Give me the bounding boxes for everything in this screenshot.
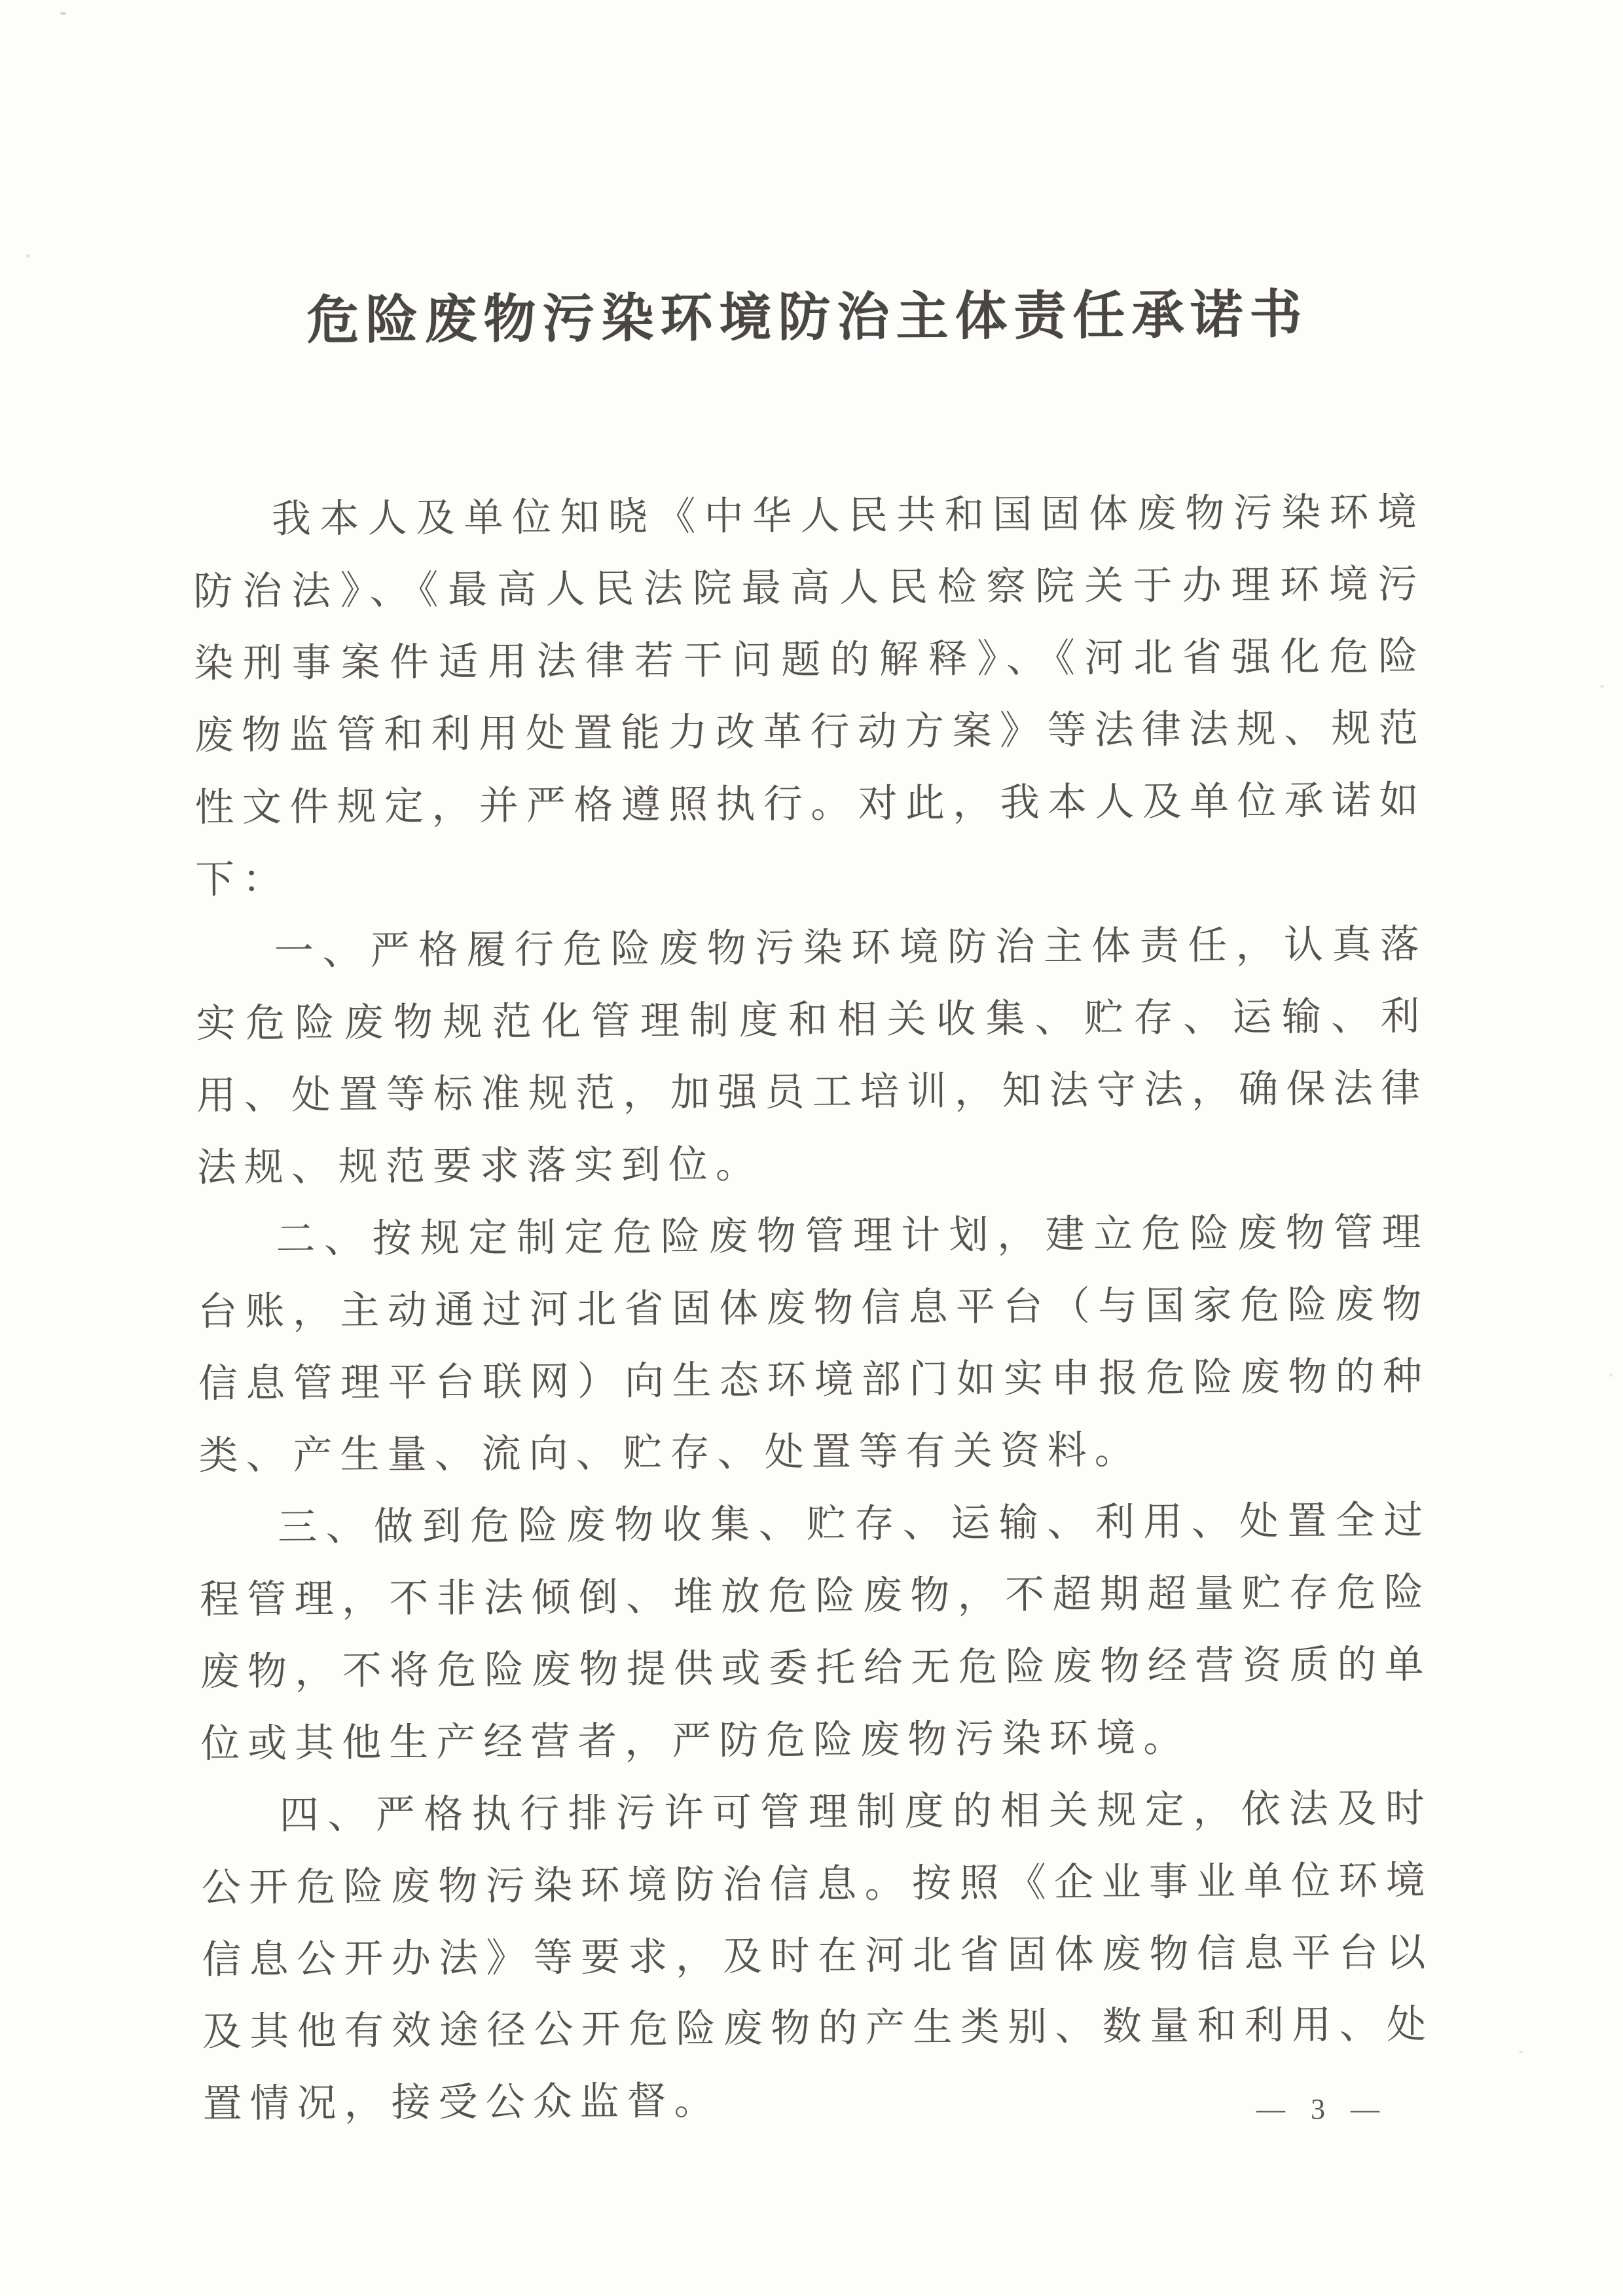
paragraph-item-1: 一、严格履行危险废物污染环境防治主体责任，认真落实危险废物规范化管理制度和相关收集、贮存、运输、利用、处置等标准规范，加强员工培训，知法守法，确保法律法规、规范要求落实到位。 [196,922,1429,1190]
page-number: — 3 — [1256,2093,1389,2125]
scan-speck [1609,1374,1613,1377]
document-title: 危险废物污染环境防治主体责任承诺书 [306,286,1309,350]
paragraph-intro: 我本人及单位知晓《中华人民共和国固体废物污染环境防治法》、《最高人民法院最高人民检察院关于办理环境污染刑事案件适用法律若干问题的解释》、《河北省强化危险废物监管和利用处置能力改革行动方案》等法律法规、规范性文件规定，并严格遵照执行。对此，我本人及单位承诺如下： [193,490,1427,902]
paragraph-item-4: 四、严格执行排污许可管理制度的相关规定，依法及时公开危险废物污染环境防治信息。按照《企业事业单位环境信息公开办法》等要求，及时在河北省固体废物信息平台以及其他有效途径公开危险废物的产生类别、数量和利用、处置情况，接受公众监督。 [201,1787,1434,2126]
document-body [193,476,1434,2140]
scan-speck [1519,2050,1523,2053]
paragraph-item-2: 二、按规定制定危险废物管理计划，建立危险废物管理台账，主动通过河北省固体废物信息平台（与国家危险废物信息管理平台联网）向生态环境部门如实申报危险废物的种类、产生量、流向、贮存、处置等有关资料。 [198,1211,1431,1478]
scan-speck [60,12,66,15]
document-content [190,0,1434,2140]
scan-speck [26,254,30,258]
paragraph-item-3: 三、做到危险废物收集、贮存、运输、利用、处置全过程管理，不非法倾倒、堆放危险废物，不超期超量贮存危险废物，不将危险废物提供或委托给无危险废物经营资质的单位或其他生产经营者，严防危险废物污染环境。 [199,1499,1432,1766]
scan-speck [1600,685,1604,688]
